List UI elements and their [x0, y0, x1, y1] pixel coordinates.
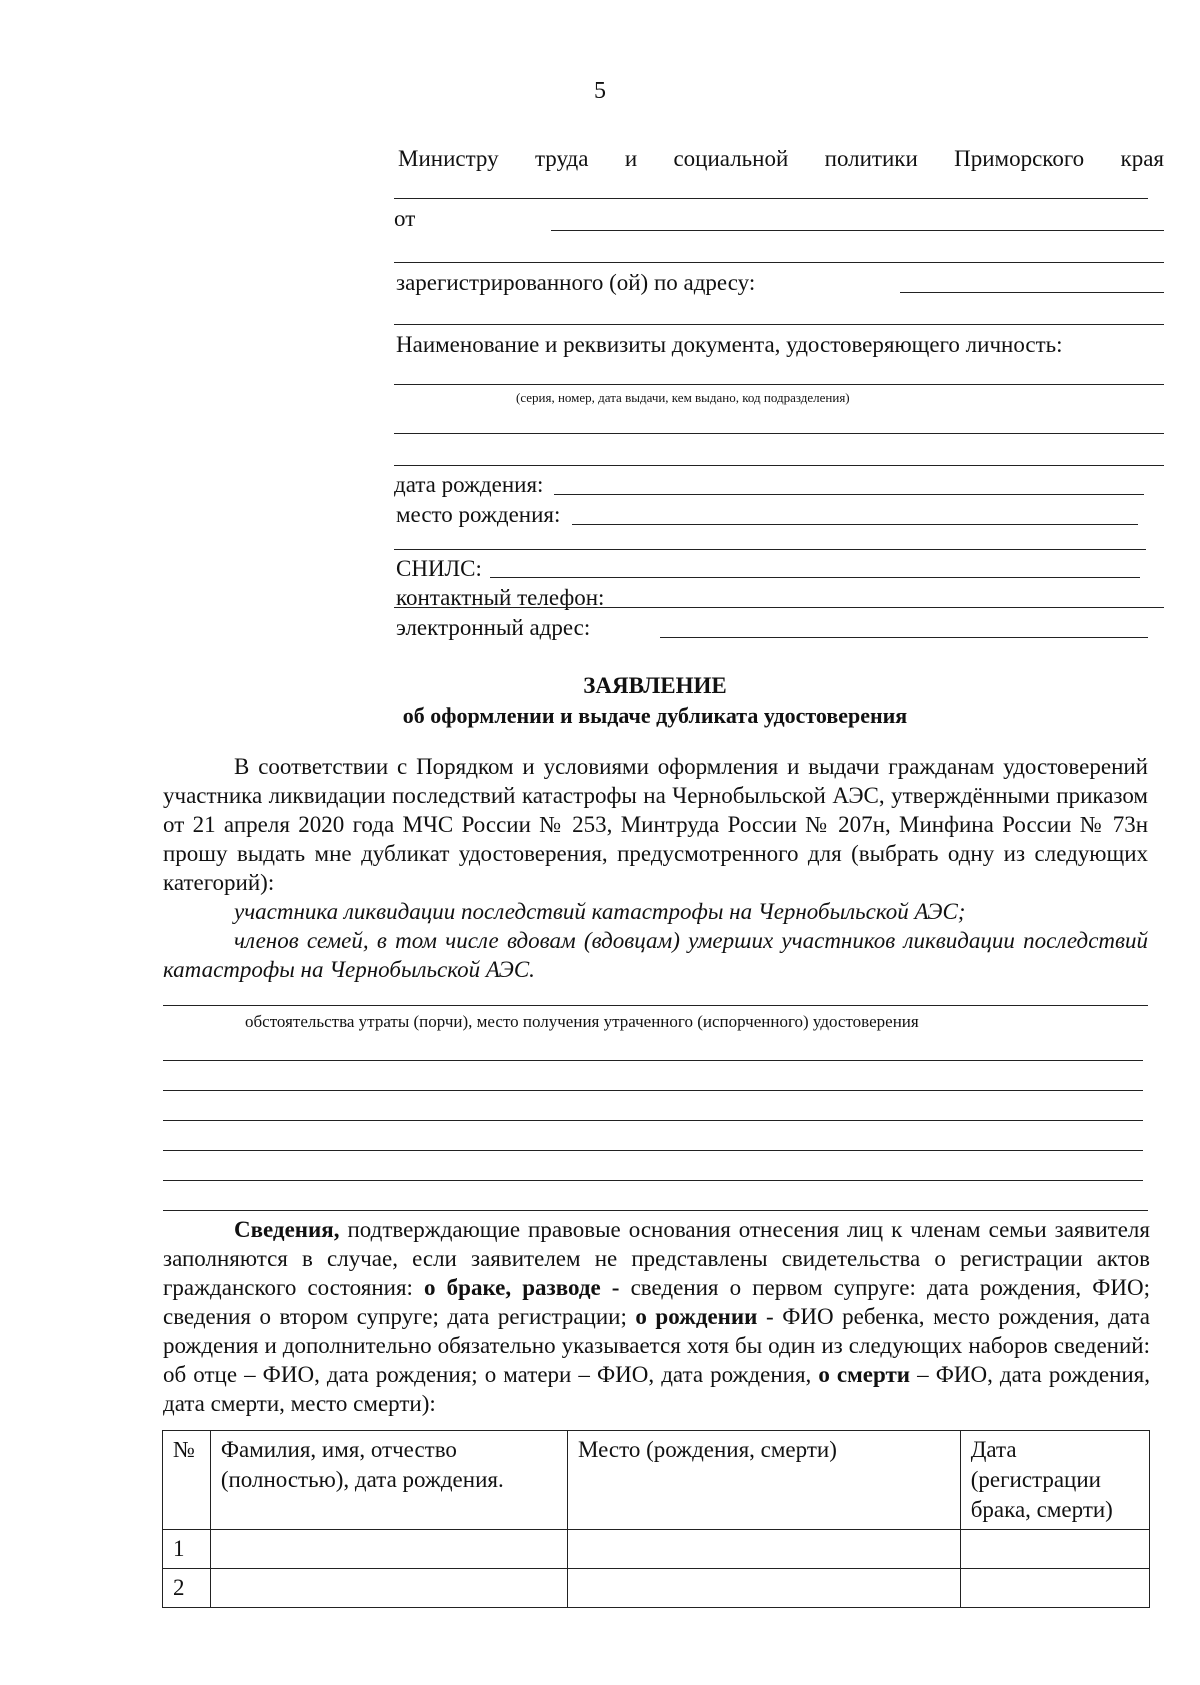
- info-paragraph: [163, 1215, 1150, 1418]
- table-cell-num: 2: [163, 1569, 211, 1608]
- table-header-row: [163, 1431, 1150, 1530]
- from-field[interactable]: [551, 230, 1164, 231]
- id-doc-field-2[interactable]: [394, 433, 1164, 434]
- addressee-word: социальной: [673, 146, 789, 171]
- info-bold-marriage: о браке, разводе -: [424, 1275, 620, 1300]
- relatives-table: [162, 1430, 1150, 1608]
- table-cell-date[interactable]: [960, 1569, 1149, 1608]
- from-label: от: [394, 206, 416, 231]
- id-doc-field[interactable]: [394, 384, 1164, 385]
- id-doc-label: Наименование и реквизиты документа, удостоверяющего личность:: [396, 332, 1063, 357]
- loss-field-7[interactable]: [163, 1210, 1148, 1211]
- birth-date-label: дата рождения:: [394, 472, 544, 497]
- page-number: 5: [594, 78, 606, 104]
- addressee-word: Приморского: [954, 146, 1085, 171]
- email-field[interactable]: [660, 637, 1148, 638]
- loss-field[interactable]: [163, 1005, 1148, 1006]
- info-text-1: подтверждающие правовые основания отнесения лиц к членам семьи заявителя заполняются в случае, если заявителем не представлены свидетельства о регистрации актов гражданского состояния:: [163, 1217, 1150, 1300]
- address-field[interactable]: [900, 292, 1164, 293]
- table-row: [163, 1569, 1150, 1608]
- statement-subtitle: об оформлении и выдаче дубликата удостоверения: [402, 703, 908, 728]
- email-label: электронный адрес:: [396, 615, 591, 640]
- statement-body: [163, 752, 1148, 984]
- statement-body-text: В соответствии с Порядком и условиями оформления и выдачи гражданам удостоверений участника ликвидации последствий катастрофы на Чернобыльской АЭС, утверждёнными приказом от 21 апреля 2020 года МЧС России № 253, Минтруда России № 207н, Минфина России № 73н прошу выдать мне дубликат удостоверения, предусмотренного для (выбрать одну из следующих категорий):: [163, 754, 1148, 895]
- info-text-2: сведения о первом супруге: дата рождения, ФИО; сведения о втором супруге; дата регистрации;: [163, 1275, 1150, 1329]
- addressee-underline[interactable]: [394, 198, 1148, 199]
- addressee-word: края: [1120, 146, 1164, 171]
- info-text-4: – ФИО, дата рождения, дата смерти, место смерти):: [163, 1362, 1151, 1416]
- address-field-2[interactable]: [394, 324, 1164, 325]
- addressee-word: и: [624, 146, 638, 171]
- id-doc-field-3[interactable]: [394, 465, 1164, 466]
- table-header-name: Фамилия, имя, отчество (полностью), дата рождения.: [210, 1431, 567, 1530]
- loss-field-4[interactable]: [163, 1120, 1143, 1121]
- info-text-3: - ФИО ребенка, место рождения, дата рождения и дополнительно обязательно указывается хотя бы один из следующих наборов сведений: об отце – ФИО, дата рождения; о матери – ФИО, дата рождения,: [163, 1304, 1150, 1387]
- info-bold-death: о смерти: [818, 1362, 911, 1387]
- table-header-date: Дата (регистрации брака, смерти): [960, 1431, 1149, 1530]
- addressee-word: Министру: [398, 146, 499, 171]
- registered-label: зарегистрированного (ой) по адресу:: [396, 270, 756, 295]
- birth-date-field[interactable]: [554, 494, 1144, 495]
- info-bold-birth: о рождении: [635, 1304, 758, 1329]
- phone-label: контактный телефон:: [396, 585, 605, 610]
- snils-label: СНИЛС:: [396, 556, 482, 581]
- table-cell-name[interactable]: [210, 1530, 567, 1569]
- category-option-1[interactable]: участника ликвидации последствий катастрофы на Чернобыльской АЭС;: [234, 899, 966, 924]
- phone-field[interactable]: [394, 607, 1164, 608]
- statement-title: ЗАЯВЛЕНИЕ: [583, 673, 727, 698]
- loss-caption: обстоятельства утраты (порчи), место получения утраченного (испорченного) удостоверения: [245, 1012, 919, 1031]
- table-header-num: №: [163, 1431, 211, 1530]
- addressee-word: труда: [534, 146, 589, 171]
- loss-field-5[interactable]: [163, 1150, 1143, 1151]
- birth-place-field-2[interactable]: [394, 549, 1146, 550]
- info-bold-lead: Сведения,: [234, 1217, 340, 1242]
- table-cell-date[interactable]: [960, 1530, 1149, 1569]
- table-cell-place[interactable]: [567, 1569, 960, 1608]
- loss-field-3[interactable]: [163, 1090, 1143, 1091]
- table-cell-name[interactable]: [210, 1569, 567, 1608]
- snils-field[interactable]: [490, 577, 1140, 578]
- addressee-word: политики: [824, 146, 918, 171]
- table-header-place: Место (рождения, смерти): [567, 1431, 960, 1530]
- table-row: [163, 1530, 1150, 1569]
- loss-field-2[interactable]: [163, 1060, 1143, 1061]
- from-field-2[interactable]: [394, 262, 1164, 263]
- id-doc-hint: (серия, номер, дата выдачи, кем выдано, код подразделения): [516, 390, 850, 405]
- addressee-line: [398, 146, 1164, 172]
- birth-place-label: место рождения:: [396, 502, 561, 527]
- table-cell-num: 1: [163, 1530, 211, 1569]
- table-cell-place[interactable]: [567, 1530, 960, 1569]
- category-option-2[interactable]: членов семей, в том числе вдовам (вдовцам) умерших участников ликвидации последствий катастрофы на Чернобыльской АЭС.: [163, 928, 1148, 982]
- loss-field-6[interactable]: [163, 1180, 1143, 1181]
- birth-place-field[interactable]: [572, 524, 1138, 525]
